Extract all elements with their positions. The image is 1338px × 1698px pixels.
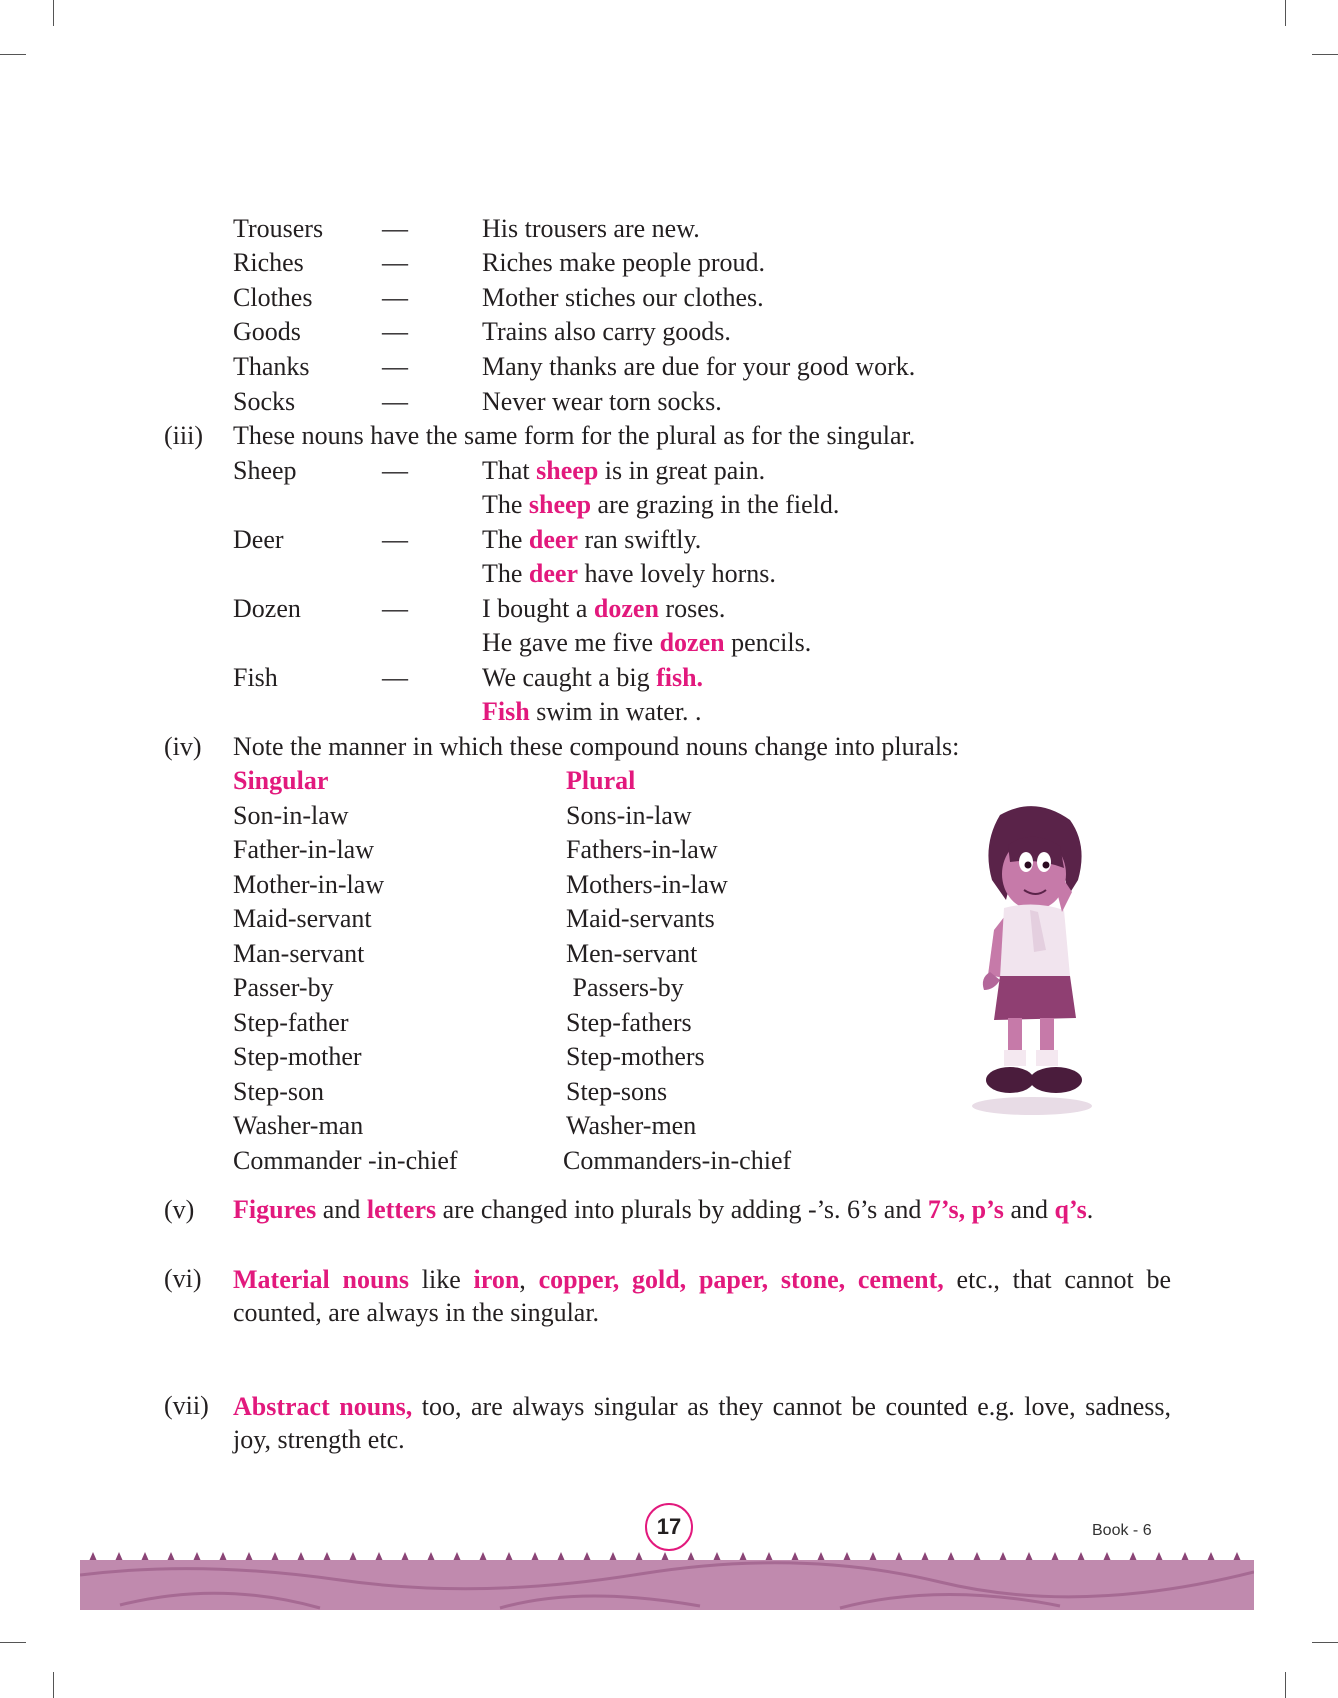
singular-noun: Commander -in-chief <box>233 1146 458 1175</box>
noun-word: Socks <box>233 387 296 416</box>
example-sentence: Mother stiches our clothes. <box>482 283 764 312</box>
plural-noun: Mothers-in-law <box>566 870 728 899</box>
section-text: Abstract nouns, too, are always singular as they cannot be counted e.g. love, sadness, joy, strength etc. <box>233 1392 1172 1454</box>
column-header-plural: Plural <box>566 766 636 795</box>
singular-noun: Step-mother <box>233 1042 362 1071</box>
plural-noun: Passers-by <box>566 973 684 1002</box>
example-sentence: We caught a big fish. <box>482 663 704 692</box>
example-sentence: I bought a dozen roses. <box>482 594 726 623</box>
singular-noun: Father-in-law <box>233 835 374 864</box>
dash: — <box>382 663 408 692</box>
singular-noun: Passer-by <box>233 973 334 1002</box>
example-sentence: His trousers are new. <box>482 214 700 243</box>
example-sentence: Trains also carry goods. <box>482 317 731 346</box>
example-sentence: He gave me five dozen pencils. <box>482 628 812 657</box>
section-number: (v) <box>164 1195 195 1224</box>
dash: — <box>382 456 408 485</box>
noun-word: Riches <box>233 248 304 277</box>
noun-word: Dozen <box>233 594 301 623</box>
singular-noun: Step-son <box>233 1077 324 1106</box>
noun-word: Clothes <box>233 283 313 312</box>
crop-mark <box>1312 54 1338 55</box>
singular-noun: Son-in-law <box>233 801 349 830</box>
noun-word: Goods <box>233 317 301 346</box>
noun-word: Sheep <box>233 456 297 485</box>
plural-noun: Maid-servants <box>566 904 715 933</box>
crop-mark <box>0 54 26 55</box>
book-label: Book - 6 <box>1092 1522 1152 1539</box>
plural-noun: Sons-in-law <box>566 801 692 830</box>
section-text: Figures and letters are changed into plurals by adding -’s. 6’s and 7’s, p’s and q’s. <box>233 1195 1094 1224</box>
plural-noun: Commanders-in-chief <box>563 1146 792 1175</box>
singular-noun: Step-father <box>233 1008 349 1037</box>
dash: — <box>382 352 408 381</box>
dash: — <box>382 248 408 277</box>
plural-noun: Men-servant <box>566 939 698 968</box>
girl-illustration <box>960 800 1120 1120</box>
dash: — <box>382 214 408 243</box>
dash: — <box>382 387 408 416</box>
example-sentence: Never wear torn socks. <box>482 387 722 416</box>
page-number-badge: 17 <box>645 1503 693 1551</box>
dash: — <box>382 283 408 312</box>
section-number: (iii) <box>164 421 203 450</box>
section-text: Material nouns like iron, copper, gold, paper, stone, cement, etc., that cannot be counted, are always in the singular. <box>233 1265 1171 1327</box>
singular-noun: Man-servant <box>233 939 365 968</box>
crop-mark <box>1285 1672 1286 1698</box>
example-sentence: Riches make people proud. <box>482 248 766 277</box>
dash: — <box>382 317 408 346</box>
crop-mark <box>53 0 54 26</box>
section-number: (vii) <box>164 1391 209 1420</box>
plural-noun: Fathers-in-law <box>566 835 718 864</box>
section-number: (iv) <box>164 732 202 761</box>
plural-noun: Washer-men <box>566 1111 697 1140</box>
column-header-singular: Singular <box>233 766 329 795</box>
example-sentence: The deer ran swiftly. <box>482 525 702 554</box>
crop-mark <box>53 1672 54 1698</box>
section-intro: These nouns have the same form for the plural as for the singular. <box>233 421 916 450</box>
singular-noun: Maid-servant <box>233 904 372 933</box>
plural-noun: Step-mothers <box>566 1042 705 1071</box>
example-sentence: That sheep is in great pain. <box>482 456 766 485</box>
example-sentence: Many thanks are due for your good work. <box>482 352 916 381</box>
noun-word: Thanks <box>233 352 310 381</box>
crop-mark <box>0 1642 26 1643</box>
example-sentence: The deer have lovely horns. <box>482 559 776 588</box>
crop-mark <box>1285 0 1286 26</box>
section-intro: Note the manner in which these compound nouns change into plurals: <box>233 732 960 761</box>
dash: — <box>382 594 408 623</box>
noun-word: Trousers <box>233 214 324 243</box>
section-number: (vi) <box>164 1264 202 1293</box>
dash: — <box>382 525 408 554</box>
crop-mark <box>1312 1642 1338 1643</box>
singular-noun: Washer-man <box>233 1111 364 1140</box>
example-sentence: The sheep are grazing in the field. <box>482 490 840 519</box>
plural-noun: Step-fathers <box>566 1008 692 1037</box>
plural-noun: Step-sons <box>566 1077 668 1106</box>
example-sentence: Fish swim in water. . <box>482 697 702 726</box>
noun-word: Deer <box>233 525 284 554</box>
noun-word: Fish <box>233 663 278 692</box>
singular-noun: Mother-in-law <box>233 870 385 899</box>
